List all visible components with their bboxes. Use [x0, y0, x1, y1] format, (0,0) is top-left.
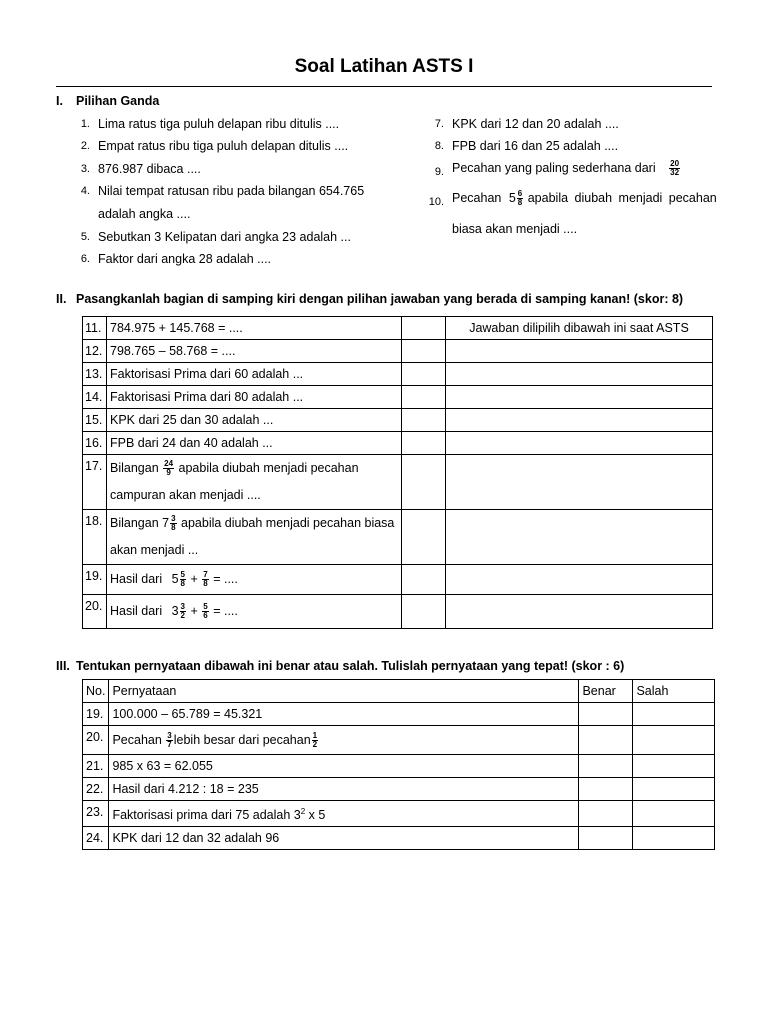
question-text: Lima ratus tiga puluh delapan ribu ditulis .... [98, 117, 340, 131]
row-number: 15. [83, 409, 107, 432]
statement-cell: 100.000 – 65.789 = 45.321 [109, 703, 579, 726]
numerator: 5 [203, 602, 208, 612]
statement-cell [109, 801, 579, 827]
question-text: akan menjadi ... [110, 543, 199, 557]
question-number: 2. [80, 140, 90, 152]
question-number: 8. [434, 140, 444, 152]
true-checkbox-cell[interactable] [579, 801, 633, 827]
question-number: 7. [434, 118, 444, 130]
question-cell [107, 565, 402, 595]
question-number: 1. [80, 118, 90, 130]
statement-text: Faktorisasi prima dari 75 adalah 3 [112, 808, 301, 823]
question-text: Nilai tempat ratusan ribu pada bilangan 654.765 [98, 184, 365, 198]
numerator: 7 [203, 570, 208, 580]
question-number: 3. [80, 163, 90, 175]
question-6 [80, 252, 272, 266]
question-text: Sebutkan 3 Kelipatan dari angka 23 adalah ... [98, 230, 351, 244]
section-3-title: Tentukan pernyataan dibawah ini benar atau salah. Tulislah pernyataan yang tepat! (skor : 6) [76, 659, 625, 673]
question-text: Hasil dari [110, 604, 163, 618]
table-row [83, 510, 713, 565]
question-cell: FPB dari 24 dan 40 adalah ... [107, 432, 402, 455]
question-text: adalah angka .... [98, 207, 191, 221]
question-text: Bilangan 7 [110, 516, 170, 530]
answer-choice-cell [446, 340, 713, 363]
row-number: 19. [83, 565, 107, 595]
question-cell [107, 595, 402, 629]
whole-number: 5 [508, 190, 516, 205]
false-checkbox-cell[interactable] [633, 726, 715, 755]
question-text: = .... [213, 604, 238, 618]
table-row [83, 317, 713, 340]
answer-choice-cell [446, 363, 713, 386]
true-false-table [82, 679, 715, 850]
true-checkbox-cell[interactable] [579, 827, 633, 850]
row-number: 13. [83, 363, 107, 386]
false-checkbox-cell[interactable] [633, 703, 715, 726]
fraction [180, 603, 186, 620]
statement-cell [109, 726, 579, 755]
question-number: 6. [80, 253, 90, 265]
denominator: 7 [167, 740, 172, 750]
statement-cell: 985 x 63 = 62.055 [109, 755, 579, 778]
matching-table [82, 316, 713, 629]
exponent: 2 [300, 807, 306, 816]
table-header-row [83, 680, 715, 703]
header-true: Benar [579, 680, 633, 703]
question-cell [107, 455, 402, 510]
row-number: 22. [83, 778, 109, 801]
operator: + [190, 604, 198, 618]
whole-number: 3 [171, 604, 179, 618]
statement-text: lebih besar dari pecahan [173, 733, 311, 747]
question-7 [434, 117, 619, 131]
fraction [202, 603, 208, 620]
fraction [312, 732, 318, 749]
row-number: 17. [83, 455, 107, 510]
row-number: 24. [83, 827, 109, 850]
operator: + [190, 572, 198, 586]
statement-text: Pecahan [112, 733, 162, 747]
answer-choice-cell [446, 510, 713, 565]
row-number: 11. [83, 317, 107, 340]
denominator: 8 [203, 579, 208, 589]
numerator: 3 [167, 731, 172, 741]
fraction [170, 515, 176, 532]
numerator: 20 [670, 159, 680, 168]
fraction [166, 732, 172, 749]
title-divider [56, 86, 712, 87]
section-2-title: Pasangkanlah bagian di samping kiri dengan pilihan jawaban yang berada di samping kanan! (skor: 8) [76, 292, 684, 306]
question-text: Empat ratus ribu tiga puluh delapan ditulis .... [98, 139, 349, 153]
statement-cell: Hasil dari 4.212 : 18 = 235 [109, 778, 579, 801]
answer-box[interactable] [402, 340, 446, 363]
table-row [83, 801, 715, 827]
true-checkbox-cell[interactable] [579, 778, 633, 801]
table-row [83, 703, 715, 726]
question-text: = .... [213, 572, 238, 586]
question-text: campuran akan menjadi .... [110, 488, 261, 502]
statement-cell: KPK dari 12 dan 32 adalah 96 [109, 827, 579, 850]
question-number: 4. [80, 185, 90, 197]
fraction [163, 460, 174, 477]
false-checkbox-cell[interactable] [633, 778, 715, 801]
question-text: apabila diubah menjadi pecahan biasa [181, 516, 395, 530]
question-3 [80, 162, 201, 176]
table-row [83, 827, 715, 850]
answer-choice-cell [446, 386, 713, 409]
table-row [83, 755, 715, 778]
question-cell: Faktorisasi Prima dari 80 adalah ... [107, 386, 402, 409]
row-number: 18. [83, 510, 107, 565]
denominator: 2 [180, 611, 185, 621]
table-row [83, 363, 713, 386]
section-2-number: II. [56, 292, 67, 306]
answer-choice-cell [446, 432, 713, 455]
denominator: 8 [517, 198, 523, 207]
true-checkbox-cell[interactable] [579, 755, 633, 778]
question-text: Pecahan [452, 190, 502, 205]
question-text: apabila diubah menjadi pecahan [178, 461, 359, 475]
false-checkbox-cell[interactable] [633, 755, 715, 778]
fraction [517, 190, 523, 207]
denominator: 32 [670, 168, 680, 177]
question-text: KPK dari 12 dan 20 adalah .... [452, 117, 619, 131]
page-title: Soal Latihan ASTS I [294, 56, 474, 77]
answer-choice-cell [446, 595, 713, 629]
numerator: 3 [180, 602, 185, 612]
answer-box[interactable] [402, 363, 446, 386]
numerator: 1 [312, 731, 318, 741]
numerator: 5 [180, 570, 185, 580]
question-8 [434, 139, 619, 153]
table-row [83, 432, 713, 455]
row-number: 21. [83, 755, 109, 778]
false-checkbox-cell[interactable] [633, 801, 715, 827]
denominator: 2 [312, 740, 318, 750]
question-cell: Faktorisasi Prima dari 60 adalah ... [107, 363, 402, 386]
row-number: 20. [83, 595, 107, 629]
header-false: Salah [633, 680, 715, 703]
table-row [83, 455, 713, 510]
fraction [669, 160, 680, 177]
answer-header: Jawaban dilipilih dibawah ini saat ASTS [446, 317, 713, 340]
question-text: Bilangan [110, 461, 159, 475]
table-row [83, 595, 713, 629]
row-number: 14. [83, 386, 107, 409]
question-10 [428, 189, 717, 208]
table-row [83, 340, 713, 363]
question-number: 10. [428, 196, 444, 208]
question-cell [107, 510, 402, 565]
question-number: 9. [434, 166, 444, 178]
row-number: 16. [83, 432, 107, 455]
question-1 [80, 117, 340, 131]
question-9 [434, 159, 681, 178]
denominator: 8 [171, 523, 176, 533]
header-no: No. [83, 680, 109, 703]
question-cell: 784.975 + 145.768 = .... [107, 317, 402, 340]
table-row [83, 726, 715, 755]
answer-box[interactable] [402, 386, 446, 409]
question-5 [80, 230, 351, 244]
whole-number: 5 [171, 572, 179, 586]
row-number: 20. [83, 726, 109, 755]
answer-box[interactable] [402, 565, 446, 595]
table-row [83, 778, 715, 801]
table-row [83, 386, 713, 409]
table-row [83, 409, 713, 432]
header-statement: Pernyataan [109, 680, 579, 703]
true-checkbox-cell[interactable] [579, 703, 633, 726]
question-text: FPB dari 16 dan 25 adalah .... [452, 139, 619, 153]
answer-box[interactable] [402, 595, 446, 629]
answer-box[interactable] [402, 409, 446, 432]
true-checkbox-cell[interactable] [579, 726, 633, 755]
row-number: 12. [83, 340, 107, 363]
question-text: apabila diubah menjadi pecahan [527, 190, 717, 205]
fraction [180, 571, 186, 588]
question-text: Pecahan yang paling sederhana dari [452, 160, 656, 175]
question-4-continued [98, 207, 190, 221]
question-text: 876.987 dibaca .... [98, 162, 201, 176]
numerator: 24 [164, 459, 174, 469]
section-1-number: I. [56, 94, 63, 108]
answer-box[interactable] [402, 455, 446, 510]
answer-choice-cell [446, 455, 713, 510]
question-text: Faktor dari angka 28 adalah .... [98, 252, 272, 266]
answer-box[interactable] [402, 510, 446, 565]
row-number: 23. [83, 801, 109, 827]
question-4 [80, 184, 365, 198]
denominator: 9 [166, 468, 171, 478]
answer-choice-cell [446, 565, 713, 595]
section-1-title: Pilihan Ganda [76, 94, 160, 108]
question-number: 5. [80, 231, 90, 243]
denominator: 8 [180, 579, 185, 589]
question-cell: 798.765 – 58.768 = .... [107, 340, 402, 363]
answer-choice-cell [446, 409, 713, 432]
fraction [202, 571, 208, 588]
question-10-continued [452, 222, 577, 236]
answer-box[interactable] [402, 317, 446, 340]
numerator: 6 [517, 189, 523, 198]
question-text: Hasil dari [110, 572, 163, 586]
section-3-number: III. [56, 659, 70, 673]
row-number: 19. [83, 703, 109, 726]
numerator: 3 [171, 514, 176, 524]
table-row [83, 565, 713, 595]
false-checkbox-cell[interactable] [633, 827, 715, 850]
answer-box[interactable] [402, 432, 446, 455]
question-cell: KPK dari 25 dan 30 adalah ... [107, 409, 402, 432]
denominator: 6 [203, 611, 208, 621]
question-2 [80, 139, 349, 153]
question-text: biasa akan menjadi .... [452, 222, 578, 236]
statement-text: x 5 [305, 808, 326, 823]
